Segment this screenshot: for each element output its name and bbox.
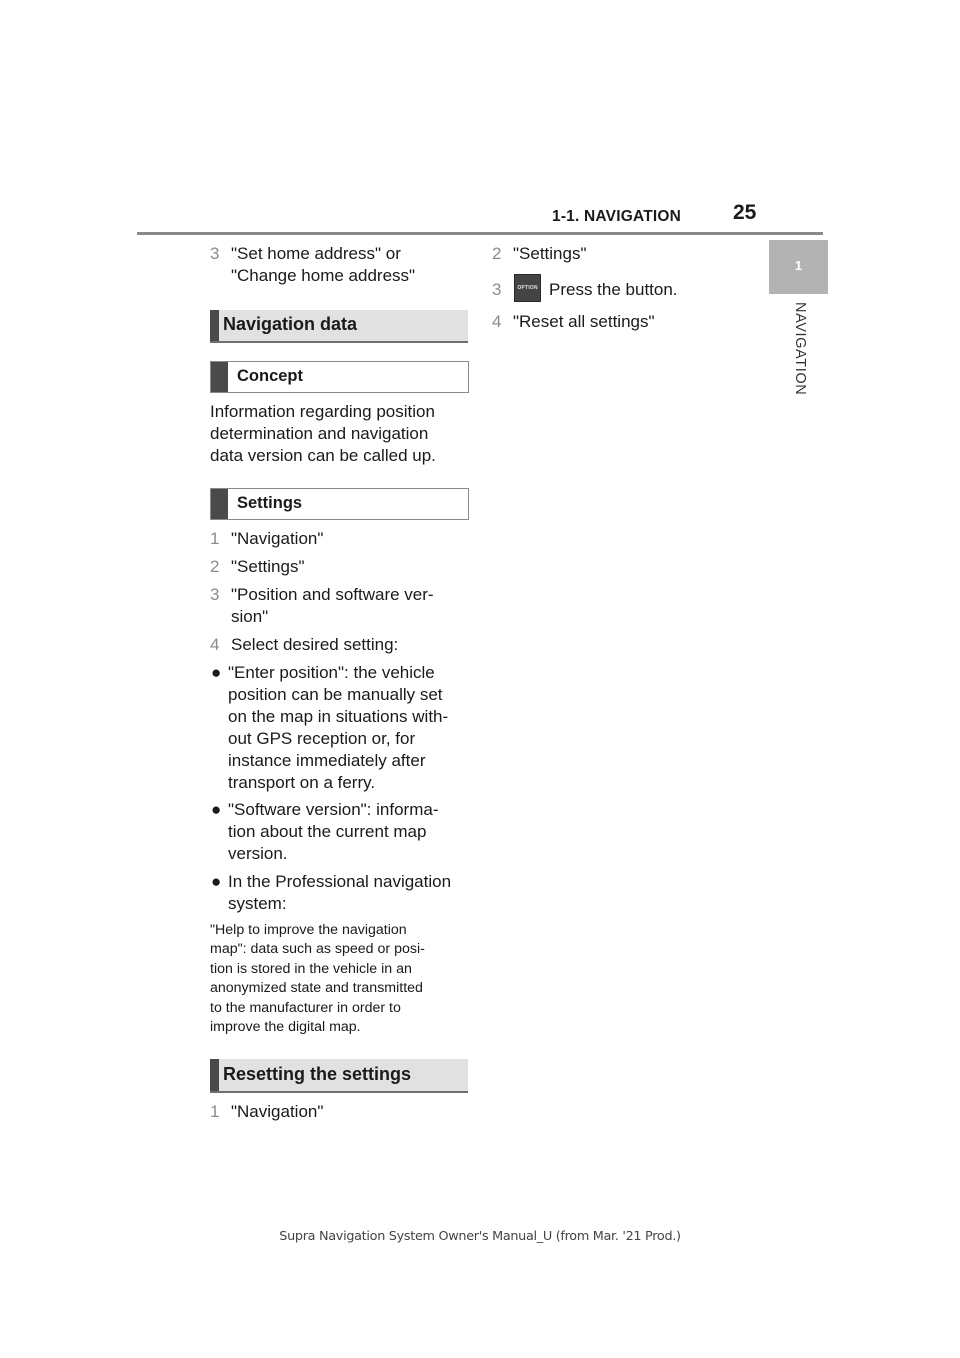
subheading-settings [210,488,469,520]
step-text: "Settings" [231,557,305,576]
header-divider [137,232,823,235]
running-header-section: 1-1. NAVIGATION [552,208,682,225]
bullet-line: out GPS reception or, for [228,729,416,748]
reset-step-1 [210,1101,323,1123]
subheading-label: Concept [237,367,303,385]
step-number: 3 [210,244,220,263]
step-text: "Navigation" [231,1102,324,1121]
step-set-home-address [210,243,401,265]
heading-bar [210,310,219,341]
heading-label: Resetting the settings [223,1064,412,1084]
note-line: anonymized state and transmitted [210,980,423,996]
step-number: 4 [210,635,220,654]
bullet-line: position can be manually set [228,685,443,704]
reset-step-4 [492,311,655,333]
bullet-line: transport on a ferry. [228,773,376,792]
bullet-line: system: [228,894,287,913]
option-button-icon: OPTION [514,274,541,302]
bullet-line: instance immediately after [228,751,426,770]
settings-step-2 [210,556,305,578]
settings-step-3 [210,584,434,606]
bullet-icon: ● [211,663,222,682]
step-number: 3 [492,280,502,299]
bullet-line: "Software version": informa- [228,800,439,819]
step-text-continuation: "Change home address" [231,266,416,285]
note-line: tion is stored in the vehicle in an [210,961,412,977]
heading-bar [210,1059,219,1091]
page-footer: Supra Navigation System Owner's Manual_U (from Mar. '21 Prod.) [279,1229,681,1244]
subheading-bar [211,489,228,519]
step-number: 3 [210,585,220,604]
step-number: 2 [210,557,220,576]
step-text: "Position and software ver- [231,585,434,604]
chapter-tab-label: NAVIGATION [792,302,808,396]
step-number: 4 [492,312,502,331]
note-line: "Help to improve the navigation [210,922,407,938]
reset-step-2 [492,243,587,265]
page-number: 25 [733,201,757,224]
note-line: to the manufacturer in order to [210,1000,401,1016]
concept-paragraph-line: determination and navigation [210,424,429,443]
step-text: "Settings" [513,244,587,263]
note-line: map": data such as speed or posi- [210,941,425,957]
bullet-line: version. [228,844,288,863]
step-text: Press the button. [549,280,678,299]
reset-step-3 [492,279,513,301]
section-heading-resetting [210,1059,468,1093]
step-text-continuation: sion" [231,607,269,626]
note-line: improve the digital map. [210,1019,361,1035]
settings-step-4 [210,634,398,656]
settings-step-1 [210,528,323,550]
bullet-line: on the map in situations with- [228,707,449,726]
step-text: "Reset all settings" [513,312,655,331]
section-heading-navigation-data [210,310,468,343]
bullet-line: tion about the current map [228,822,427,841]
bullet-icon: ● [211,872,222,891]
subheading-concept [210,361,469,393]
step-number: 1 [210,529,220,548]
concept-paragraph-line: data version can be called up. [210,446,436,465]
chapter-tab-number: 1 [794,258,803,273]
heading-label: Navigation data [223,314,358,334]
subheading-label: Settings [237,494,303,512]
bullet-icon: ● [211,800,222,819]
concept-paragraph-line: Information regarding position [210,402,435,421]
step-number: 2 [492,244,502,263]
step-text: "Navigation" [231,529,324,548]
subheading-bar [211,362,228,392]
step-text: Select desired setting: [231,635,399,654]
chapter-tab-label-container [740,302,860,422]
step-number: 1 [210,1102,220,1121]
bullet-line: "Enter position": the vehicle [228,663,435,682]
step-text: "Set home address" or [231,244,401,263]
bullet-line: In the Professional navigation [228,872,452,891]
